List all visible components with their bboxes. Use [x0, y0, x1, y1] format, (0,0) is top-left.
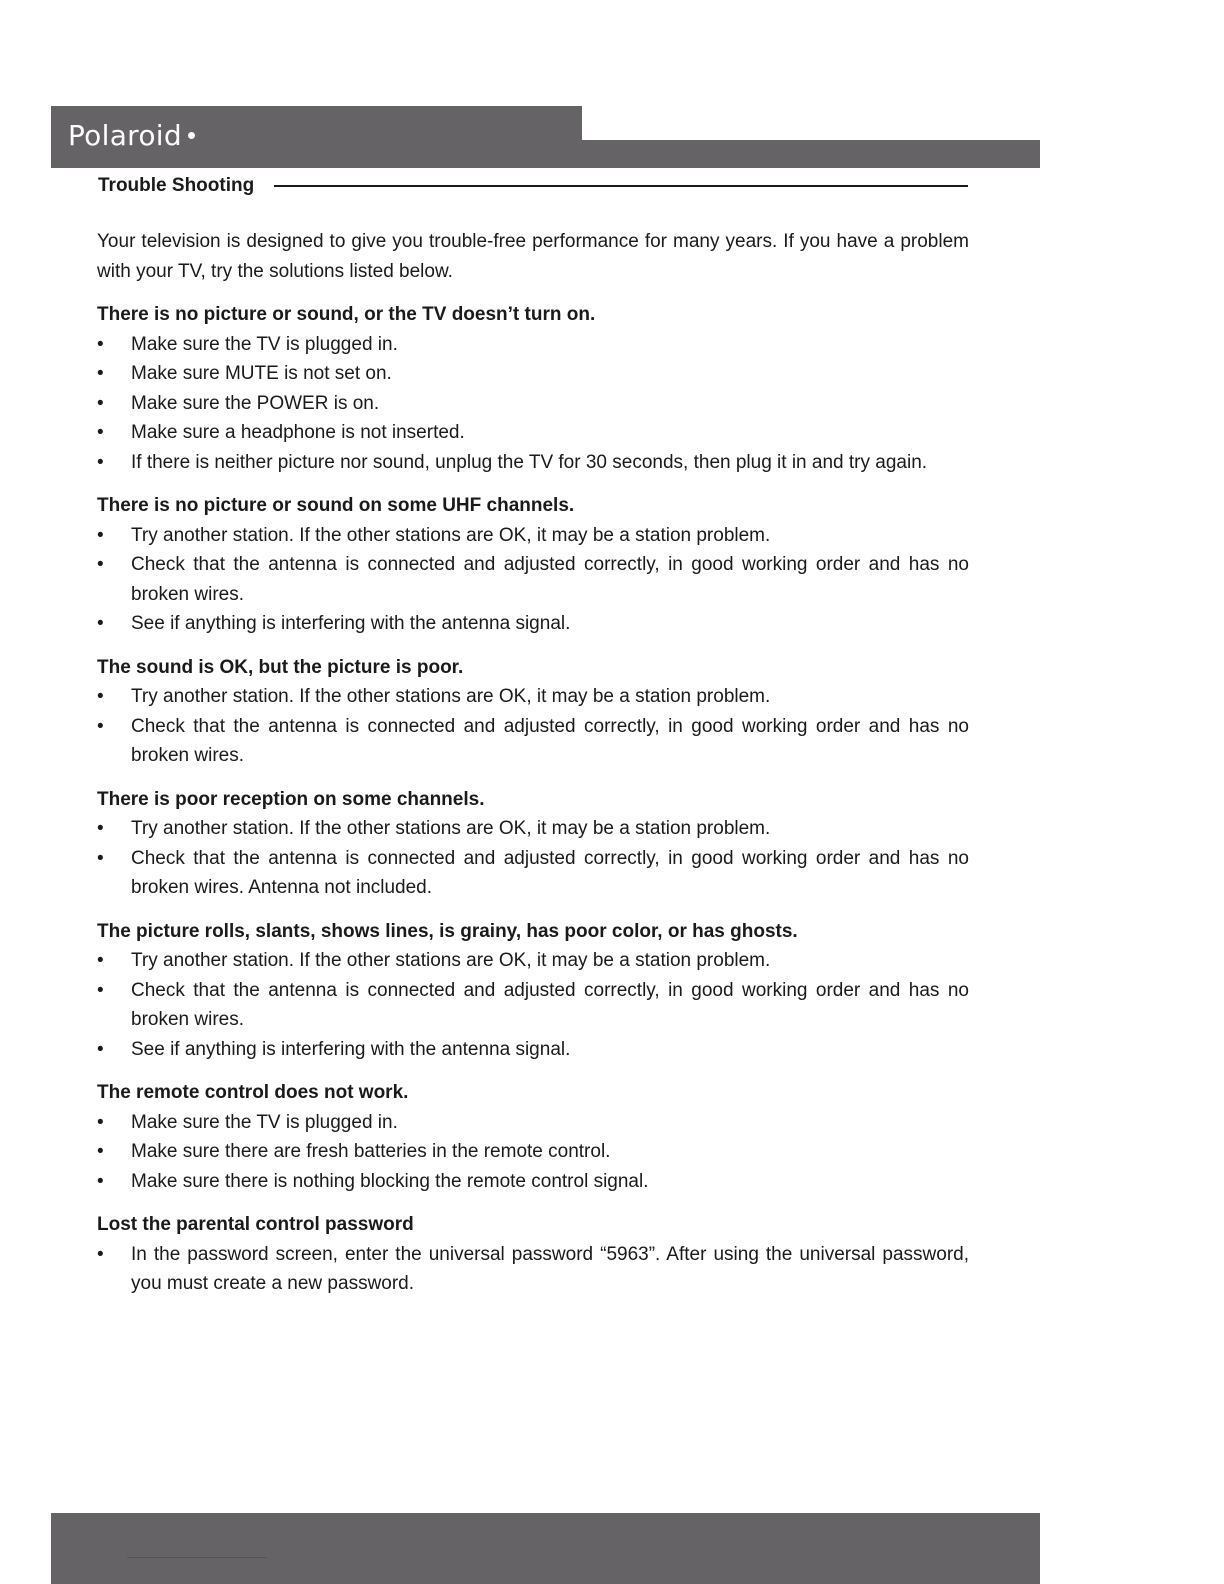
main-content [97, 227, 969, 1313]
title-rule [274, 185, 968, 187]
list-item [97, 448, 969, 478]
list-item [97, 330, 969, 360]
problem-heading: There is no picture or sound, or the TV doesn’t turn on. [97, 304, 596, 325]
bullet-icon: • [97, 392, 104, 414]
problem-heading: There is no picture or sound on some UHF channels. [97, 495, 575, 516]
list-item-text: Make sure there are fresh batteries in the remote control. [131, 1141, 611, 1162]
list-item [97, 1035, 969, 1065]
list-item-text: Try another station. If the other stations are OK, it may be a station problem. [131, 818, 771, 839]
section-header [98, 175, 968, 199]
header-notch [582, 106, 602, 140]
list-item-text: Make sure the TV is plugged in. [131, 1111, 398, 1133]
header-bar-right [582, 140, 1040, 168]
list-item [97, 1137, 969, 1167]
bullet-icon: • [97, 1243, 104, 1265]
problem-heading: The sound is OK, but the picture is poor. [97, 656, 464, 678]
list-item [97, 609, 969, 639]
bullet-icon: • [97, 686, 104, 707]
bullet-icon: • [97, 1141, 104, 1162]
list-item-text: Check that the antenna is connected and adjusted correctly, in good working order and has no broken wires. [131, 554, 969, 605]
brand-dot-icon [188, 132, 195, 139]
bullet-icon: • [97, 363, 104, 384]
list-item [97, 844, 969, 903]
list-item [97, 976, 969, 1035]
bullet-icon: • [97, 554, 104, 575]
list-item [97, 712, 969, 771]
list-item-text: Try another station. If the other stations are OK, it may be a station problem. [131, 686, 771, 707]
list-item [97, 521, 969, 551]
problem-heading: The remote control does not work. [97, 1082, 409, 1103]
list-item-text: Make sure a headphone is not inserted. [131, 422, 465, 443]
list-item [97, 1108, 969, 1138]
list-item-text: Try another station. If the other stations are OK, it may be a station problem. [131, 950, 771, 971]
bullet-icon: • [97, 1038, 104, 1060]
bullet-icon: • [97, 715, 104, 737]
list-item [97, 1240, 969, 1299]
intro-paragraph: Your television is designed to give you trouble-free performance for many years. If you have a problem with your TV, try the solutions listed below. [97, 231, 969, 282]
list-item-text: In the password screen, enter the universal password “5963”. After using the universal password, you must create a new password. [131, 1243, 969, 1294]
solution-list [97, 814, 969, 903]
solution-list [97, 330, 969, 478]
bullet-icon: • [97, 950, 104, 971]
solution-list [97, 682, 969, 771]
bullet-icon: • [97, 1111, 104, 1133]
header-bar [51, 106, 1040, 168]
list-item [97, 389, 969, 419]
list-item [97, 814, 969, 844]
list-item-text: Make sure MUTE is not set on. [131, 363, 392, 384]
list-item [97, 946, 969, 976]
troubleshooting-sections [97, 300, 969, 1299]
list-item-text: See if anything is interfering with the antenna signal. [131, 1038, 571, 1060]
problem-heading: There is poor reception on some channels. [97, 788, 485, 810]
bullet-icon: • [97, 1170, 104, 1192]
list-item-text: Check that the antenna is connected and adjusted correctly, in good working order and has no broken wires. [131, 715, 969, 766]
list-item-text: Make sure there is nothing blocking the remote control signal. [131, 1170, 649, 1192]
list-item-text: Check that the antenna is connected and adjusted correctly, in good working order and has no broken wires. [131, 979, 969, 1030]
problem-heading: Lost the parental control password [97, 1214, 414, 1235]
list-item-text: Try another station. If the other stations are OK, it may be a station problem. [131, 524, 771, 546]
brand-name: Polaroid [68, 119, 182, 152]
list-item-text: See if anything is interfering with the antenna signal. [131, 613, 571, 634]
bullet-icon: • [97, 847, 104, 869]
bullet-icon: • [97, 818, 104, 839]
footer-bar [51, 1513, 1040, 1584]
problem-heading: The picture rolls, slants, shows lines, is grainy, has poor color, or has ghosts. [97, 920, 798, 942]
bullet-icon: • [97, 451, 104, 473]
bullet-icon: • [97, 333, 104, 355]
list-item [97, 418, 969, 448]
list-item-text: Make sure the TV is plugged in. [131, 333, 398, 355]
list-item [97, 550, 969, 609]
solution-list [97, 521, 969, 639]
bullet-icon: • [97, 524, 104, 546]
list-item-text: If there is neither picture nor sound, unplug the TV for 30 seconds, then plug it in and try again. [131, 451, 928, 473]
list-item [97, 359, 969, 389]
solution-list [97, 1108, 969, 1197]
list-item [97, 682, 969, 712]
list-item [97, 1167, 969, 1197]
bullet-icon: • [97, 979, 104, 1001]
list-item-text: Make sure the POWER is on. [131, 392, 380, 414]
solution-list [97, 946, 969, 1064]
list-item-text: Check that the antenna is connected and adjusted correctly, in good working order and has no broken wires. Antenna not included. [131, 847, 969, 898]
bullet-icon: • [97, 613, 104, 634]
bullet-icon: • [97, 422, 104, 443]
brand-logo [68, 119, 195, 152]
page-title: Trouble Shooting [98, 175, 255, 196]
solution-list [97, 1240, 969, 1299]
footer-link-underline[interactable] [127, 1557, 267, 1558]
